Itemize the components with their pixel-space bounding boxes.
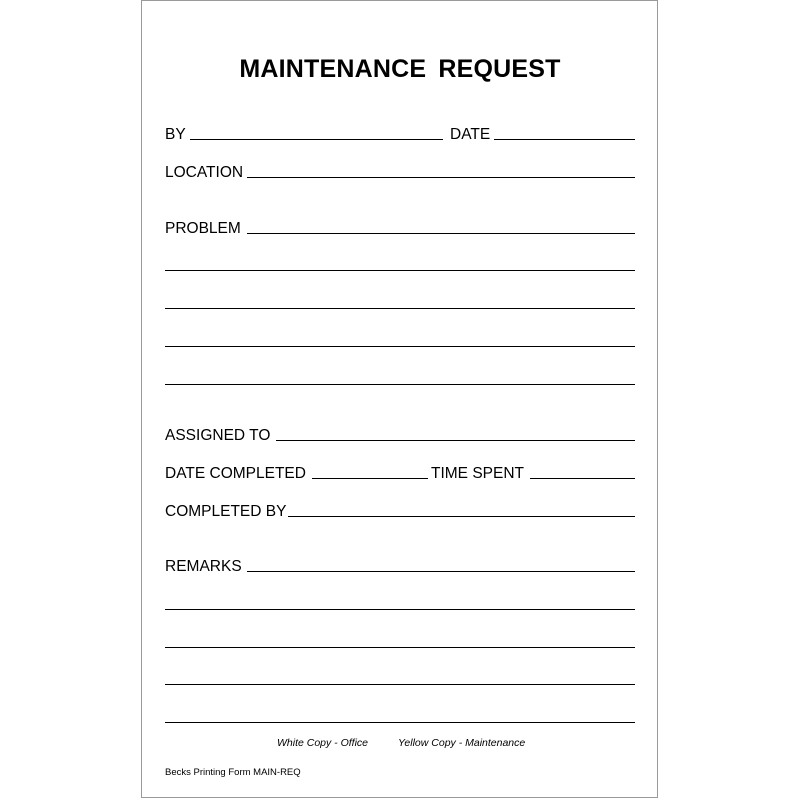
date-completed-label: DATE COMPLETED (165, 465, 306, 482)
time-spent-label: TIME SPENT (431, 465, 525, 482)
date-label: DATE (450, 126, 491, 143)
date-completed-field-line[interactable] (312, 478, 428, 479)
location-field-line[interactable] (247, 177, 635, 178)
remarks-continuation-line[interactable] (165, 722, 635, 723)
remarks-field-line[interactable] (247, 571, 635, 572)
time-spent-field-line[interactable] (530, 478, 635, 479)
remarks-continuation-line[interactable] (165, 684, 635, 685)
remarks-label: REMARKS (165, 558, 242, 575)
date-field-line[interactable] (494, 139, 635, 140)
problem-label: PROBLEM (165, 220, 241, 237)
remarks-continuation-line[interactable] (165, 647, 635, 648)
form-title: MAINTENANCE REQUEST (239, 55, 561, 83)
assigned-to-label: ASSIGNED TO (165, 427, 271, 444)
white-copy-note: White Copy - Office (277, 737, 369, 749)
form-sheet (141, 0, 658, 798)
by-label: BY (165, 126, 186, 143)
remarks-continuation-line[interactable] (165, 609, 635, 610)
completed-by-field-line[interactable] (288, 516, 635, 517)
form-footer: Becks Printing Form MAIN-REQ (165, 767, 301, 778)
by-field-line[interactable] (190, 139, 443, 140)
problem-continuation-line[interactable] (165, 270, 635, 271)
problem-continuation-line[interactable] (165, 346, 635, 347)
problem-continuation-line[interactable] (165, 384, 635, 385)
assigned-to-field-line[interactable] (276, 440, 635, 441)
problem-continuation-line[interactable] (165, 308, 635, 309)
location-label: LOCATION (165, 164, 244, 181)
yellow-copy-note: Yellow Copy - Maintenance (398, 737, 526, 749)
completed-by-label: COMPLETED BY (165, 503, 287, 520)
problem-field-line[interactable] (247, 233, 635, 234)
